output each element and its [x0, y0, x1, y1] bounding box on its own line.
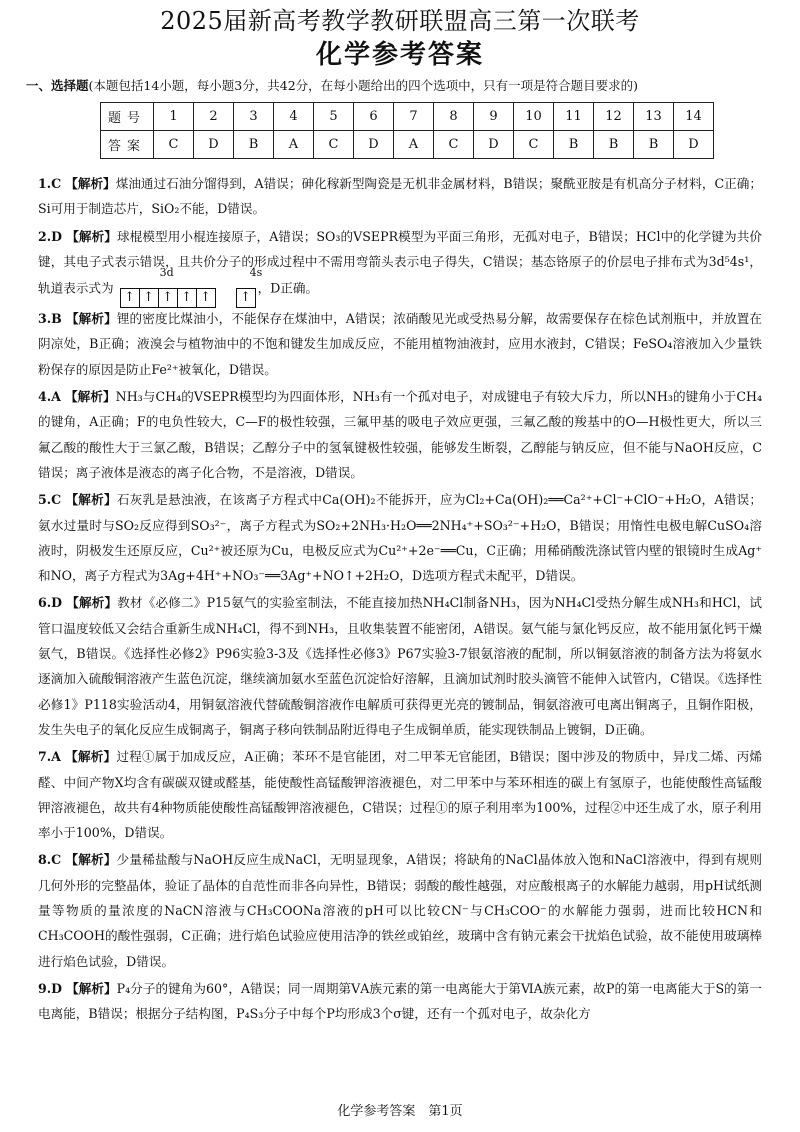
analysis-tag: 【解析】 [65, 492, 117, 508]
table-cell-answer: A [274, 131, 314, 159]
analysis-tag: 【解析】 [65, 389, 116, 405]
explanation-text: 锂的密度比煤油小，不能保存在煤油中，A错误；浓硝酸见光或受热易分解，故需要保存在棕色试剂瓶中，并放置在阴凉处，B正确；液溴会与植物油中的不饱和键发生加成反应，不能用植物油液封，应用水液封，C错误；FeSO₄溶液加入少量铁粉保存的原因是防止Fe²⁺被氧化，D错误。 [38, 311, 762, 377]
orbital-label-3d: 3d [159, 266, 174, 280]
table-cell-answer: B [554, 131, 594, 159]
question-number: 1.C [38, 176, 62, 191]
question-4-explanation [38, 384, 762, 485]
table-cell-number: 10 [514, 103, 554, 131]
table-cell-answer: D [674, 131, 714, 159]
answer-table [100, 102, 714, 159]
table-cell-number: 7 [394, 103, 434, 131]
orbital-box: ↑ [158, 288, 177, 308]
exam-title: 2025届新高考教学教研联盟高三第一次联考 [160, 7, 640, 35]
table-cell-number: 13 [634, 103, 674, 131]
question-number: 3.B [38, 311, 62, 327]
table-cell-answer: C [154, 131, 194, 159]
orbital-box: ↑ [139, 288, 158, 308]
table-cell-number: 6 [354, 103, 394, 131]
table-header-number: 题号 [101, 103, 154, 131]
question-number: 4.A [38, 389, 61, 405]
section-desc: (本题包括14小题，每小题3分，共42分，在每小题给出的四个选项中，只有一项是符合题目要求的) [88, 78, 639, 93]
question-2-explanation [38, 224, 762, 305]
question-9-explanation [38, 976, 762, 1027]
table-cell-answer: C [314, 131, 354, 159]
table-cell-number: 9 [474, 103, 514, 131]
table-cell-answer: C [514, 131, 554, 159]
orbital-box: ↑ [236, 288, 256, 308]
analysis-tag: 【解析】 [65, 749, 117, 765]
explanation-tail: ，D正确。 [257, 280, 319, 296]
table-cell-number: 8 [434, 103, 474, 131]
table-header-answer: 答案 [101, 131, 154, 159]
question-number: 6.D [38, 595, 63, 611]
table-cell-answer: C [434, 131, 474, 159]
orbital-boxes-3d [120, 284, 216, 309]
table-cell-number: 5 [314, 103, 354, 131]
question-number: 2.D [38, 228, 63, 244]
table-cell-number: 11 [554, 103, 594, 131]
explanation-text: P₄分子的键角为60°，A错误；同一周期第ⅤA族元素的第一电离能大于第ⅥA族元素，故P的第一电离能大于S的第一电离能，B错误；根据分子结构图，P₄S₃分子中每个P均形成3个σ键，还有一个孤对电子，故杂化方 [38, 980, 763, 1022]
question-number: 9.D [38, 980, 63, 996]
orbital-box: ↑ [120, 288, 139, 308]
answer-table-answer-row [101, 131, 714, 159]
table-cell-answer: B [234, 131, 274, 159]
table-cell-answer: B [594, 131, 634, 159]
analysis-tag: 【解析】 [66, 228, 117, 244]
question-number: 5.C [38, 492, 62, 508]
table-cell-number: 4 [274, 103, 314, 131]
question-number: 7.A [38, 749, 61, 765]
explanation-text: 球棍模型用小棍连接原子，A错误；SO₃的VSEPR模型为平面三角形，无孤对电子，B错误；HCl中的化学键为共价键，其电子式表示错误，且共价分子的形成过程中不需用弯箭头表示电子得失，C错误；基态铬原子的价层电子排布式为3d⁵4s¹，轨道表示式为 [38, 228, 762, 296]
table-cell-answer: A [394, 131, 434, 159]
analysis-tag: 【解析】 [66, 595, 118, 611]
document-title: 化学参考答案 [315, 40, 484, 70]
orbital-box: ↑ [196, 288, 216, 308]
table-cell-answer: D [194, 131, 234, 159]
analysis-tag: 【解析】 [65, 311, 117, 327]
question-8-explanation [38, 847, 762, 973]
question-1-explanation [38, 171, 762, 222]
question-5-explanation [38, 487, 762, 588]
explanation-text: 石灰乳是悬浊液，在该离子方程式中Ca(OH)₂不能拆开，应为Cl₂+Ca(OH)₂══Ca²⁺+Cl⁻+ClO⁻+H₂O，A错误；氨水过量时与SO₂反应得到SO₃²⁻，离子方程式为SO₂+2NH₃·H₂O══2NH₄⁺+SO₃²⁻+H₂O，B错误；用惰性电极电解CuSO₄溶液时，阴极发生还原反应，Cu²⁺被还原为Cu，电极反应式为Cu²⁺+2e⁻══Cu，C正确；用稀硝酸洗涤试管内壁的银镜时生成Ag⁺和NO，离子方程式为3Ag+4H⁺+NO₃⁻══3Ag⁺+NO↑+2H₂O，D选项方程式未配平，D错误。 [38, 492, 763, 584]
explanation-text: 少量稀盐酸与NaOH反应生成NaCl，无明显现象，A错误；将缺角的NaCl晶体放入饱和NaCl溶液中，得到有规则几何外形的完整晶体，验证了晶体的自范性而非各向异性，B错误；弱酸的酸性越强，对应酸根离子的水解能力越弱，用pH试纸测量等物质的量浓度的NaCN溶液与CH₃COONa溶液的pH可以比较CN⁻与CH₃COO⁻的水解能力强弱，进而比较HCN和CH₃COOH的酸性强弱，C正确；进行焰色试验应使用洁净的铁丝或铂丝，玻璃中含有钠元素会干扰焰色试验，故不能使用玻璃棒进行焰色试验，D错误。 [38, 852, 763, 969]
section-heading [26, 76, 762, 96]
explanation-text: NH₃与CH₄的VSEPR模型均为四面体形，NH₃有一个孤对电子，对成键电子有较大斥力，所以NH₃的键角小于CH₄的键角，A正确；F的电负性较大，C—F的极性较强，三氟甲基的吸电子效应更强，三氟乙酸的羧基中的O—H极性更大，所以三氟乙酸的酸性大于三氯乙酸，B错误；乙醇分子中的氢氧键极性较强，能够发生断裂，乙醇能与钠反应，但不能与NaOH反应，C错误；离子液体是液态的离子化合物，不是溶液，D错误。 [38, 389, 763, 480]
question-number: 8.C [38, 852, 62, 868]
section-label: 一、选择题 [26, 78, 89, 93]
table-cell-number: 14 [674, 103, 714, 131]
analysis-tag: 【解析】 [65, 852, 117, 868]
table-cell-number: 3 [234, 103, 274, 131]
explanation-text: 煤油通过石油分馏得到，A错误；砷化稼新型陶瓷是无机非金属材料，B错误；聚酰亚胺是有机高分子材料，C正确；Si可用于制造芯片，SiO₂不能，D错误。 [38, 176, 762, 217]
table-cell-number: 12 [594, 103, 634, 131]
orbital-box: ↑ [177, 288, 196, 308]
orbital-diagram [120, 266, 263, 305]
table-cell-answer: B [634, 131, 674, 159]
table-cell-number: 2 [194, 103, 234, 131]
page-footer: 化学参考答案 第1页 [337, 1104, 463, 1119]
explanation-text: 过程①属于加成反应，A正确；苯环不是官能团，对二甲苯无官能团，B错误；图中涉及的物质中，异戊二烯、丙烯醛、中间产物X均含有碳碳双键或醛基，能使酸性高锰酸钾溶液褪色，对二甲苯中与苯环相连的碳上有氢原子，也能使酸性高锰酸钾溶液褪色，故共有4种物质能使酸性高锰酸钾溶液褪色，C错误；过程①的原子利用率为100%，过程②中还生成了水，原子利用率小于100%，D错误。 [38, 749, 763, 841]
question-6-explanation [38, 590, 762, 742]
analysis-tag: 【解析】 [65, 176, 116, 191]
table-cell-answer: D [474, 131, 514, 159]
orbital-boxes-4s [236, 284, 256, 309]
explanation-text: 教材《必修二》P15氨气的实验室制法，不能直接加热NH₄Cl制备NH₃，因为NH₄Cl受热分解生成NH₃和HCl，试管口温度较低又会结合重新生成NH₄Cl，得不到NH₃，且收集装置不能密闭，A错误。氨气能与氯化钙反应，故不能用氯化钙干燥氨气，B错误。《选择性必修2》P96实验3-3及《选择性必修3》P67实验3-7银氨溶液的配制，所以铜氨溶液的制备方法为将氨水逐滴加入硫酸铜溶液产生蓝色沉淀，继续滴加氨水至蓝色沉淀恰好溶解，且滴加试剂时胶头滴管不能伸入试管内，C错误。《选择性必修1》P118实验活动4，用铜氨溶液代替硫酸铜溶液作电解质可获得更光亮的镀制品，铜氨溶液可电离出铜离子，且铜作阳极，发生失电子的氧化反应生成铜离子，铜离子移向铁制品附近得电子生成铜单质，能实现铁制品上镀铜，D正确。 [38, 595, 762, 737]
answer-table-number-row [101, 103, 714, 131]
analysis-tag: 【解析】 [66, 980, 117, 996]
orbital-label-4s: 4s [249, 266, 263, 280]
question-7-explanation [38, 744, 762, 845]
table-cell-number: 1 [154, 103, 194, 131]
table-cell-answer: D [354, 131, 394, 159]
question-3-explanation [38, 306, 762, 382]
